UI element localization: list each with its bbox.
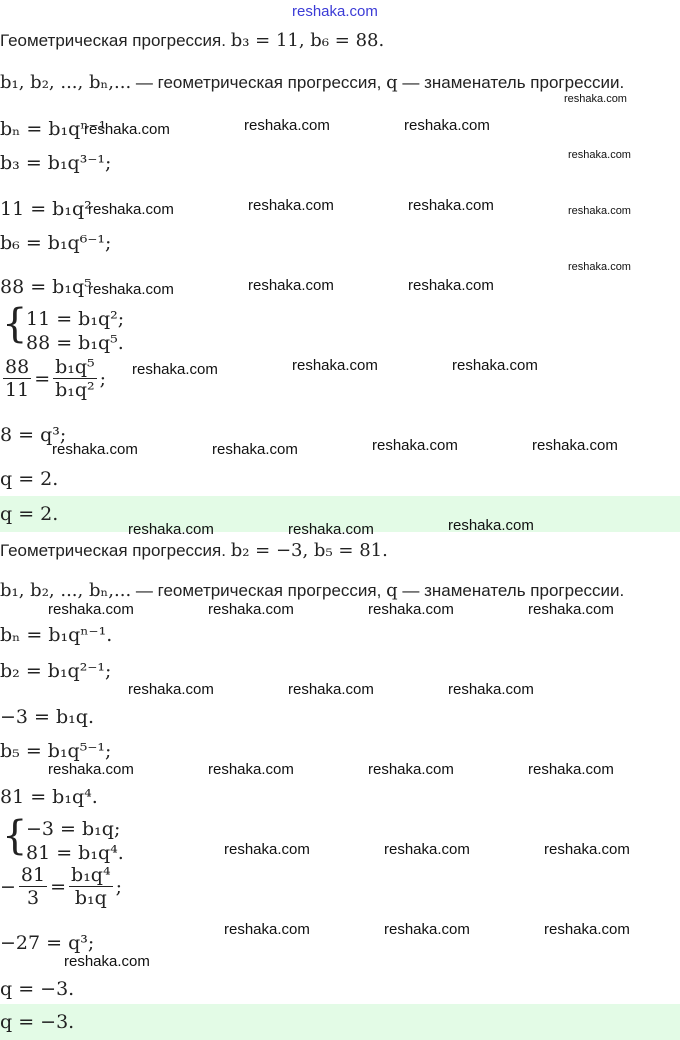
watermark: reshaka.com: [368, 601, 454, 618]
part2-desc-math1: b₁, b₂, ..., bₙ,...: [0, 580, 132, 601]
watermark: reshaka.com: [128, 521, 214, 538]
part1-heading-text: Геометрическая прогрессия.: [0, 31, 226, 50]
watermark: reshaka.com: [64, 953, 150, 970]
watermark: reshaka.com: [408, 197, 494, 214]
watermark: reshaka.com: [128, 681, 214, 698]
part1-formula-line: 11 = b₁q²: [0, 198, 92, 220]
watermark: reshaka.com: [368, 761, 454, 778]
part2-answer: q = −3.: [0, 1011, 75, 1033]
part2-heading-math: b₂ = −3, b₅ = 81.: [230, 540, 388, 561]
part2-formula-line: −3 = b₁q.: [0, 706, 94, 728]
watermark: reshaka.com: [224, 921, 310, 938]
watermark: reshaka.com: [288, 681, 374, 698]
system-equation: 11 = b₁q²;: [26, 308, 125, 330]
equals-sign: =: [50, 875, 67, 898]
fraction-denominator: b₁q²: [55, 379, 95, 401]
part2-formula-line: bₙ = b₁qⁿ⁻¹.: [0, 624, 113, 646]
fraction-right: [69, 864, 113, 909]
part2-desc-text2: — знаменатель прогрессии.: [402, 581, 625, 600]
part1-desc-math2: q: [386, 72, 398, 93]
part2-description: [0, 580, 624, 602]
system-brace: {: [2, 813, 28, 859]
watermark: reshaka.com: [564, 93, 627, 105]
part2-formula-line: b₂ = b₁q²⁻¹;: [0, 660, 112, 682]
part1-formula-line: q = 2.: [0, 468, 59, 490]
part1-desc-text2: — знаменатель прогрессии.: [402, 73, 625, 92]
watermark: reshaka.com: [132, 361, 218, 378]
watermark: reshaka.com: [408, 277, 494, 294]
part1-description: [0, 72, 624, 94]
watermark: reshaka.com: [448, 681, 534, 698]
watermark: reshaka.com: [48, 761, 134, 778]
watermark: reshaka.com: [48, 601, 134, 618]
part2-answer-box: [0, 1004, 680, 1040]
system-brace: {: [2, 301, 28, 347]
part1-formula-line: bₙ = b₁qⁿ⁻¹: [0, 118, 107, 140]
watermark: reshaka.com: [288, 521, 374, 538]
system-equation: 88 = b₁q⁵.: [26, 332, 124, 354]
fraction-right: [53, 356, 97, 401]
watermark: reshaka.com: [448, 517, 534, 534]
fraction-numerator: 81: [20, 864, 46, 886]
fraction-denominator: 3: [26, 887, 40, 909]
fraction-left: [3, 356, 31, 401]
watermark: reshaka.com: [568, 205, 631, 217]
part1-heading-math: b₃ = 11, b₆ = 88.: [230, 30, 385, 51]
part1-formula-line: 8 = q³;: [0, 424, 67, 446]
watermark: reshaka.com: [452, 357, 538, 374]
watermark: reshaka.com: [224, 841, 310, 858]
watermark: reshaka.com: [568, 261, 631, 273]
watermark: reshaka.com: [208, 761, 294, 778]
system-equation: 81 = b₁q⁴.: [26, 842, 124, 864]
part2-formula-line: 81 = b₁q⁴.: [0, 786, 98, 808]
fraction-tail: ;: [99, 367, 107, 390]
part2-heading-text: Геометрическая прогрессия.: [0, 541, 226, 560]
part1-formula-line: b₃ = b₁q³⁻¹;: [0, 152, 112, 174]
watermark: reshaka.com: [384, 841, 470, 858]
watermark: reshaka.com: [84, 121, 170, 138]
system-equation: −3 = b₁q;: [26, 818, 121, 840]
part1-formula-line: b₆ = b₁q⁶⁻¹;: [0, 232, 112, 254]
part2-heading: [0, 540, 388, 562]
part2-desc-math2: q: [386, 580, 398, 601]
fraction-tail: ;: [115, 875, 122, 898]
part2-desc-text1: — геометрическая прогрессия,: [135, 581, 382, 600]
part1-heading: [0, 30, 384, 52]
watermark: reshaka.com: [532, 437, 618, 454]
part1-formula-line: 88 = b₁q⁵: [0, 276, 92, 298]
watermark: reshaka.com: [544, 921, 630, 938]
watermark: reshaka.com: [52, 441, 138, 458]
fraction-numerator: 88: [5, 356, 30, 378]
part1-desc-math1: b₁, b₂, ..., bₙ,...: [0, 72, 132, 93]
watermark: reshaka.com: [404, 117, 490, 134]
part2-formula-line: q = −3.: [0, 978, 75, 1000]
watermark: reshaka.com: [208, 601, 294, 618]
part2-formula-line: −27 = q³;: [0, 932, 95, 954]
watermark: reshaka.com: [292, 357, 378, 374]
part2-fraction-equation: [0, 864, 122, 909]
part1-desc-text1: — геометрическая прогрессия,: [135, 73, 382, 92]
fraction-numerator: b₁q⁴: [71, 864, 111, 886]
watermark: reshaka.com: [244, 117, 330, 134]
equals-sign: =: [34, 367, 51, 390]
watermark: reshaka.com: [88, 201, 174, 218]
watermark: reshaka.com: [544, 841, 630, 858]
fraction-denominator: b₁q: [74, 887, 107, 909]
watermark: reshaka.com: [372, 437, 458, 454]
minus-sign: −: [0, 875, 16, 898]
fraction-numerator: b₁q⁵: [55, 356, 95, 378]
watermark: reshaka.com: [568, 149, 631, 161]
part2-formula-line: b₅ = b₁q⁵⁻¹;: [0, 740, 112, 762]
watermark: reshaka.com: [384, 921, 470, 938]
fraction-left: [19, 864, 47, 909]
watermark: reshaka.com: [528, 761, 614, 778]
part1-answer: q = 2.: [0, 503, 59, 525]
part1-fraction-equation: [0, 356, 106, 401]
watermark: reshaka.com: [528, 601, 614, 618]
watermark: reshaka.com: [248, 277, 334, 294]
watermark: reshaka.com: [248, 197, 334, 214]
watermark: reshaka.com: [88, 281, 174, 298]
fraction-denominator: 11: [5, 379, 30, 401]
watermark: reshaka.com: [212, 441, 298, 458]
watermark-top: reshaka.com: [292, 3, 378, 20]
